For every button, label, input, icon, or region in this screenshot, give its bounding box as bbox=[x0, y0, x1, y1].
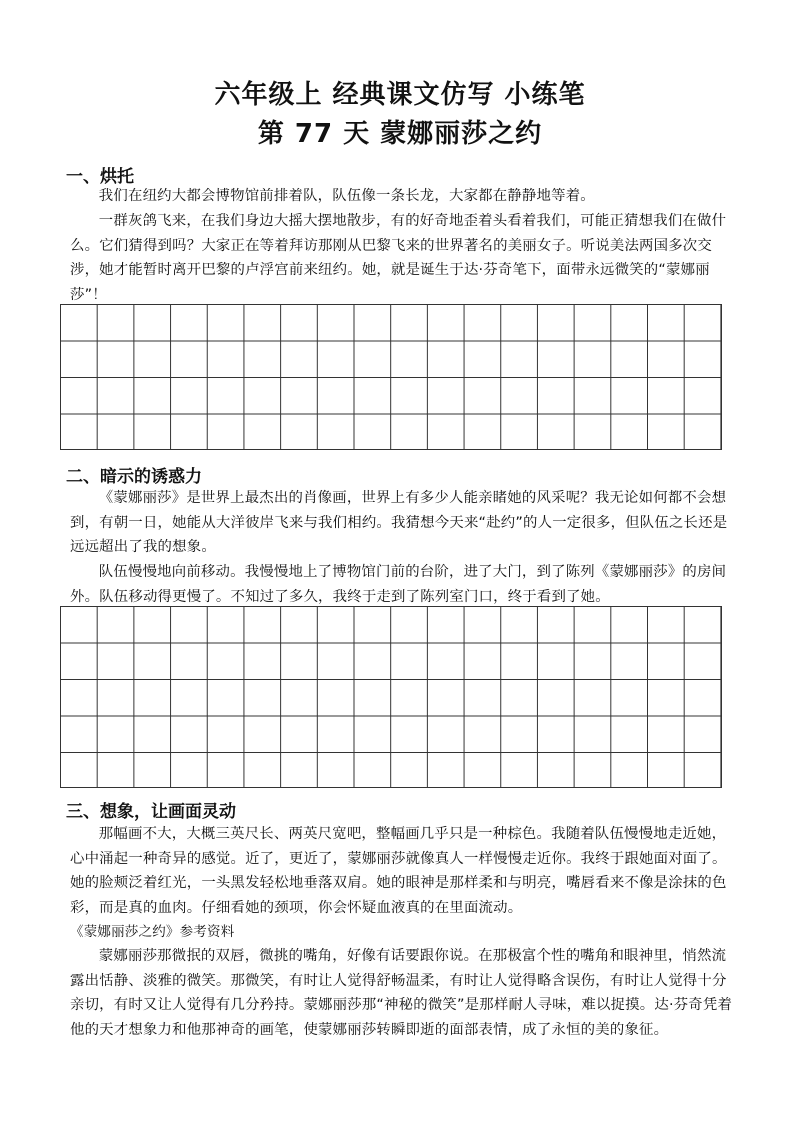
section-heading-2: 二、暗示的诱惑力 bbox=[66, 467, 202, 487]
page-title-line2: 第 77 天 蒙娜丽莎之约 bbox=[257, 119, 543, 149]
section1-paragraph-1: 我们在纽约大都会博物馆前排着队，队伍像一条长龙，大家都在静静地等着。 bbox=[98, 188, 595, 204]
section1-paragraph-2: 一群灰鸽飞来，在我们身边大摇大摆地散步，有的好奇地歪着头看着我们，可能正猜想我们在做什么。它们猜得到吗？大家正在等着拜访那刚从巴黎飞来的世界著名的美丽女子。听说美法两国多次交涉，她才能暂时离开巴黎的卢浮宫前来纽约。她，就是诞生于达·芬奇笔下，面带永远微笑的“蒙娜丽莎”！ bbox=[70, 213, 727, 303]
section2-paragraph-2: 队伍慢慢地向前移动。我慢慢地上了博物馆门前的台阶，进了大门，到了陈列《蒙娜丽莎》的房间外。队伍移动得更慢了。不知过了多久，我终于走到了陈列室门口，终于看到了她。 bbox=[70, 564, 727, 605]
writing-grid-1[interactable] bbox=[60, 304, 722, 450]
writing-grid-2[interactable] bbox=[60, 606, 722, 788]
section2-paragraph-1: 《蒙娜丽莎》是世界上最杰出的肖像画，世界上有多少人能亲睹她的风采呢？我无论如何都不会想到，有朝一日，她能从大洋彼岸飞来与我们相约。我猜想今天来“赴约”的人一定很多，但队伍之长还是远远超出了我的想象。 bbox=[70, 490, 728, 555]
page-title-line1: 六年级上 经典课文仿写 小练笔 bbox=[214, 80, 586, 110]
reference-label: 《蒙娜丽莎之约》参考资料 bbox=[70, 924, 235, 940]
section3-paragraph-1: 那幅画不大，大概三英尺长、两英尺宽吧，整幅画几乎只是一种棕色。我随着队伍慢慢地走近她，心中涌起一种奇异的感觉。近了，更近了，蒙娜丽莎就像真人一样慢慢走近你。我终于跟她面对面了。她的脸颊泛着红光，一头黑发轻松地垂落双肩。她的眼神是那样柔和与明亮，嘴唇看来不像是涂抹的色彩，而是真的血肉。仔细看她的颈项，你会怀疑血液真的在里面流动。 bbox=[70, 826, 727, 916]
section-heading-1: 一、烘托 bbox=[66, 167, 134, 187]
section3-paragraph-2: 蒙娜丽莎那微抿的双唇，微挑的嘴角，好像有话要跟你说。在那极富个性的嘴角和眼神里，悄然流露出恬静、淡雅的微笑。那微笑，有时让人觉得舒畅温柔，有时让人觉得略含误伤，有时让人觉得十分亲切，有时又让人觉得有几分矜持。蒙娜丽莎那“神秘的微笑”是那样耐人寻味，难以捉摸。达·芬奇凭着他的天才想象力和他那神奇的画笔，使蒙娜丽莎转瞬即逝的面部表情，成了永恒的美的象征。 bbox=[70, 948, 733, 1038]
section-heading-3: 三、想象，让画面灵动 bbox=[66, 802, 236, 822]
